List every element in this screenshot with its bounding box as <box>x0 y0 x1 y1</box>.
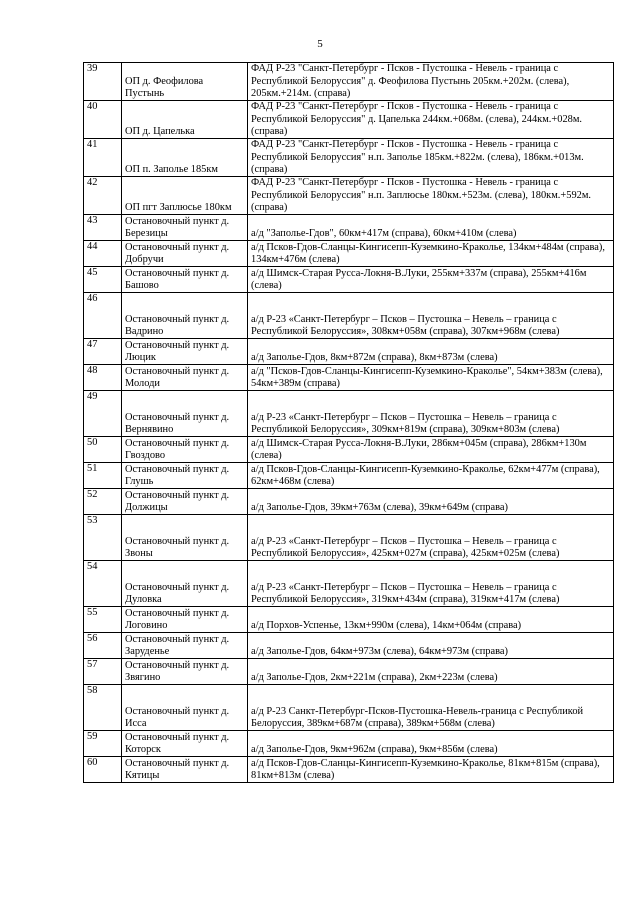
road-location: а/д Р-23 Санкт-Петербург-Псков-Пустошка-Невель-граница с Республикой Белоруссия, 389км+687м (справа), 389км+568м (слева) <box>248 685 614 731</box>
road-location: а/д Р-23 «Санкт-Петербург – Псков – Пустошка – Невель – граница с Республикой Белоруссия», 309км+819м (справа), 309км+803м (слева) <box>248 391 614 437</box>
stop-name: Остановочный пункт д. Молоди <box>122 365 248 391</box>
stop-name: Остановочный пункт д. Вадрино <box>122 293 248 339</box>
row-number: 57 <box>84 659 122 685</box>
row-number: 55 <box>84 607 122 633</box>
road-location: ФАД Р-23 "Санкт-Петербург - Псков - Пустошка - Невель - граница с Республикой Белоруссия" д. Цапелька 244км.+068м. (слева), 244км.+028м. (справа) <box>248 101 614 139</box>
road-location: ФАД Р-23 "Санкт-Петербург - Псков - Пустошка - Невель - граница с Республикой Белоруссия" н.п. Заполье 185км.+822м. (слева), 186км.+013м. (справа) <box>248 139 614 177</box>
table-row <box>84 139 614 177</box>
table-row <box>84 515 614 561</box>
row-number: 58 <box>84 685 122 731</box>
table-row <box>84 339 614 365</box>
road-location: а/д Р-23 «Санкт-Петербург – Псков – Пустошка – Невель – граница с Республикой Белоруссия», 319км+434м (справа), 319км+417м (слева) <box>248 561 614 607</box>
stop-name: Остановочный пункт д. Должицы <box>122 489 248 515</box>
table-row <box>84 241 614 267</box>
row-number: 40 <box>84 101 122 139</box>
row-number: 47 <box>84 339 122 365</box>
table-row <box>84 463 614 489</box>
stop-name: Остановочный пункт д. Звягино <box>122 659 248 685</box>
stop-name: Остановочный пункт д. Дуловка <box>122 561 248 607</box>
stop-name: Остановочный пункт д. Березицы <box>122 215 248 241</box>
table-row <box>84 731 614 757</box>
table-row <box>84 757 614 783</box>
table-row <box>84 267 614 293</box>
road-location: а/д Заполье-Гдов, 9км+962м (справа), 9км+856м (слева) <box>248 731 614 757</box>
road-location: а/д Р-23 «Санкт-Петербург – Псков – Пустошка – Невель – граница с Республикой Белоруссия», 308км+058м (справа), 307км+968м (слева) <box>248 293 614 339</box>
stop-name: ОП пгт Заплюсье 180км <box>122 177 248 215</box>
table-row <box>84 63 614 101</box>
stop-name: Остановочный пункт д. Гвоздово <box>122 437 248 463</box>
row-number: 43 <box>84 215 122 241</box>
row-number: 50 <box>84 437 122 463</box>
stop-name: Остановочный пункт д. Логовино <box>122 607 248 633</box>
row-number: 42 <box>84 177 122 215</box>
stop-name: Остановочный пункт д. Исса <box>122 685 248 731</box>
stop-name: Остановочный пункт д. Кятицы <box>122 757 248 783</box>
row-number: 53 <box>84 515 122 561</box>
road-location: а/д Шимск-Старая Русса-Локня-В.Луки, 286км+045м (справа), 286км+130м (слева) <box>248 437 614 463</box>
stop-name: ОП п. Заполье 185км <box>122 139 248 177</box>
table-row <box>84 561 614 607</box>
road-location: а/д Заполье-Гдов, 39км+763м (слева), 39км+649м (справа) <box>248 489 614 515</box>
road-location: а/д Заполье-Гдов, 2км+221м (справа), 2км+223м (слева) <box>248 659 614 685</box>
table-row <box>84 489 614 515</box>
row-number: 45 <box>84 267 122 293</box>
road-location: а/д "Псков-Гдов-Сланцы-Кингисепп-Куземкино-Краколье", 54км+383м (слева), 54км+389м (справа) <box>248 365 614 391</box>
row-number: 41 <box>84 139 122 177</box>
stop-name: Остановочный пункт д. Люцик <box>122 339 248 365</box>
road-location: а/д Заполье-Гдов, 8км+872м (справа), 8км+873м (слева) <box>248 339 614 365</box>
row-number: 48 <box>84 365 122 391</box>
road-location: а/д "Заполье-Гдов", 60км+417м (справа), 60км+410м (слева) <box>248 215 614 241</box>
row-number: 44 <box>84 241 122 267</box>
row-number: 54 <box>84 561 122 607</box>
stop-name: Остановочный пункт д. Добручи <box>122 241 248 267</box>
row-number: 39 <box>84 63 122 101</box>
stop-name: Остановочный пункт д. Вернявино <box>122 391 248 437</box>
road-location: а/д Шимск-Старая Русса-Локня-В.Луки, 255км+337м (справа), 255км+416м (слева) <box>248 267 614 293</box>
row-number: 60 <box>84 757 122 783</box>
table-row <box>84 391 614 437</box>
page-number: 5 <box>317 38 323 50</box>
table-row <box>84 365 614 391</box>
row-number: 56 <box>84 633 122 659</box>
row-number: 49 <box>84 391 122 437</box>
row-number: 51 <box>84 463 122 489</box>
stop-name: ОП д. Феофилова Пустынь <box>122 63 248 101</box>
row-number: 52 <box>84 489 122 515</box>
bus-stops-table <box>83 62 614 783</box>
road-location: а/д Псков-Гдов-Сланцы-Кингисепп-Куземкино-Краколье, 134км+484м (справа), 134км+476м (слева) <box>248 241 614 267</box>
road-location: а/д Заполье-Гдов, 64км+973м (слева), 64км+973м (справа) <box>248 633 614 659</box>
stop-name: Остановочный пункт д. Которск <box>122 731 248 757</box>
table-row <box>84 659 614 685</box>
stop-name: Остановочный пункт д. Глушь <box>122 463 248 489</box>
road-location: а/д Псков-Гдов-Сланцы-Кингисепп-Куземкино-Краколье, 81км+815м (справа), 81км+813м (слева) <box>248 757 614 783</box>
road-location: а/д Р-23 «Санкт-Петербург – Псков – Пустошка – Невель – граница с Республикой Белоруссия», 425км+027м (справа), 425км+025м (слева) <box>248 515 614 561</box>
road-location: ФАД Р-23 "Санкт-Петербург - Псков - Пустошка - Невель - граница с Республикой Белоруссия" н.п. Заплюсье 180км.+523м. (слева), 180км.+592м. (справа) <box>248 177 614 215</box>
road-location: а/д Псков-Гдов-Сланцы-Кингисепп-Куземкино-Краколье, 62км+477м (справа), 62км+468м (слева) <box>248 463 614 489</box>
stop-name: Остановочный пункт д. Звоны <box>122 515 248 561</box>
row-number: 59 <box>84 731 122 757</box>
table-row <box>84 177 614 215</box>
table-row <box>84 101 614 139</box>
stop-name: Остановочный пункт д. Башово <box>122 267 248 293</box>
table-row <box>84 633 614 659</box>
road-location: ФАД Р-23 "Санкт-Петербург - Псков - Пустошка - Невель - граница с Республикой Белоруссия" д. Феофилова Пустынь 205км.+202м. (слева), 205км.+214м. (справа) <box>248 63 614 101</box>
table-row <box>84 437 614 463</box>
table-row <box>84 293 614 339</box>
table-row <box>84 685 614 731</box>
road-location: а/д Порхов-Успенье, 13км+990м (слева), 14км+064м (справа) <box>248 607 614 633</box>
stop-name: Остановочный пункт д. Заруденье <box>122 633 248 659</box>
stop-name: ОП д. Цапелька <box>122 101 248 139</box>
row-number: 46 <box>84 293 122 339</box>
table-row <box>84 215 614 241</box>
table-row <box>84 607 614 633</box>
